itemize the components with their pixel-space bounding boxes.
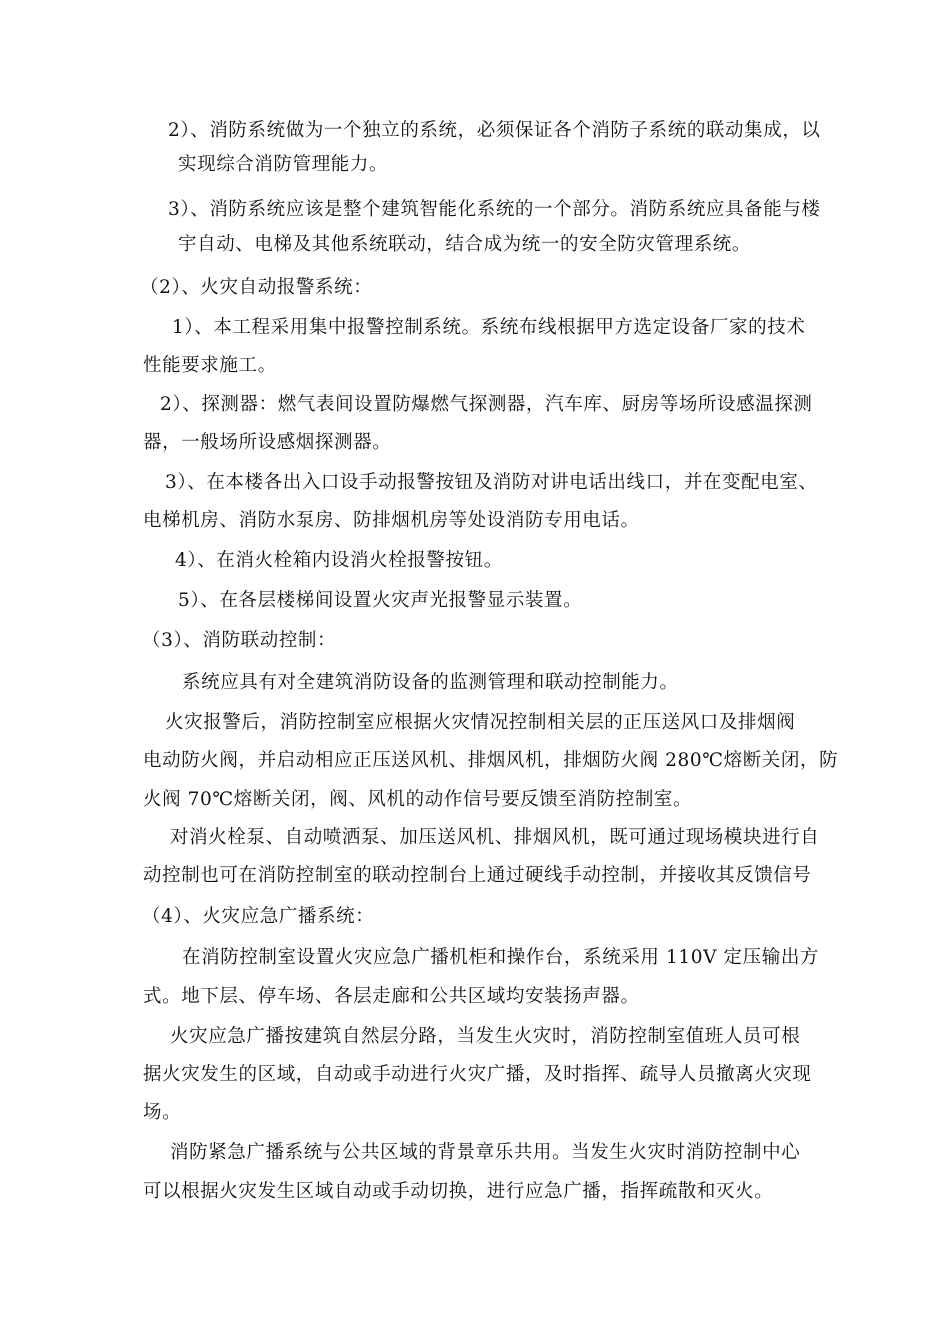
text-line: 2）、探测器：燃气表间设置防爆燃气探测器，汽车库、厨房等场所设感温探测 — [160, 394, 813, 415]
section-heading: （2）、火灾自动报警系统： — [140, 277, 373, 298]
text-line: 在消防控制室设置火灾应急广播机柜和操作台，系统采用 110V 定压输出方 — [182, 947, 820, 968]
text-line: 动控制也可在消防控制室的联动控制台上通过硬线手动控制，并接收其反馈信号 — [143, 865, 812, 886]
text-line: 系统应具有对全建筑消防设备的监测管理和联动控制能力。 — [182, 672, 679, 693]
section-heading: （3）、消防联动控制： — [142, 630, 337, 651]
section-heading: （4）、火灾应急广播系统： — [142, 906, 375, 927]
text-line: 1）、本工程采用集中报警控制系统。系统布线根据甲方选定设备厂家的技术 — [172, 317, 806, 338]
text-line: 火阀 70℃熔断关闭，阀、风机的动作信号要反馈至消防控制室。 — [143, 789, 693, 810]
text-line: 场。 — [143, 1102, 182, 1123]
text-line: 电动防火阀，并启动相应正压送风机、排烟风机，排烟防火阀 280℃熔断关闭，防 — [143, 750, 839, 771]
text-line: 式。地下层、停车场、各层走廊和公共区域均安装扬声器。 — [143, 986, 640, 1007]
text-line: 器，一般场所设感烟探测器。 — [143, 432, 392, 453]
text-line: 火灾报警后，消防控制室应根据火灾情况控制相关层的正压送风口及排烟阀 — [165, 712, 796, 733]
text-line: 可以根据火灾发生区域自动或手动切换，进行应急广播，指挥疏散和灭火。 — [143, 1181, 774, 1202]
text-line: 据火灾发生的区域，自动或手动进行火灾广播，及时指挥、疏导人员撤离火灾现 — [143, 1064, 812, 1085]
text-line: 性能要求施工。 — [143, 355, 277, 376]
text-line: 实现综合消防管理能力。 — [178, 154, 389, 175]
text-line: 对消火栓泵、自动喷洒泵、加压送风机、排烟风机，既可通过现场模块进行自 — [170, 827, 820, 848]
text-line: 3）、在本楼各出入口设手动报警按钮及消防对讲电话出线口，并在变配电室、 — [165, 472, 818, 493]
text-line: 火灾应急广播按建筑自然层分路，当发生火灾时，消防控制室值班人员可根 — [170, 1026, 801, 1047]
text-line: 2）、消防系统做为一个独立的系统，必须保证各个消防子系统的联动集成，以 — [168, 120, 821, 141]
text-line: 宇自动、电梯及其他系统联动，结合成为统一的安全防灾管理系统。 — [178, 234, 752, 255]
text-line: 5）、在各层楼梯间设置火灾声光报警显示装置。 — [178, 590, 583, 611]
text-line: 3）、消防系统应该是整个建筑智能化系统的一个部分。消防系统应具备能与楼 — [168, 199, 821, 220]
text-line: 消防紧急广播系统与公共区域的背景章乐共用。当发生火灾时消防控制中心 — [170, 1142, 801, 1163]
text-line: 电梯机房、消防水泵房、防排烟机房等处设消防专用电话。 — [143, 510, 640, 531]
text-line: 4）、在消火栓箱内设消火栓报警按钮。 — [175, 550, 503, 571]
